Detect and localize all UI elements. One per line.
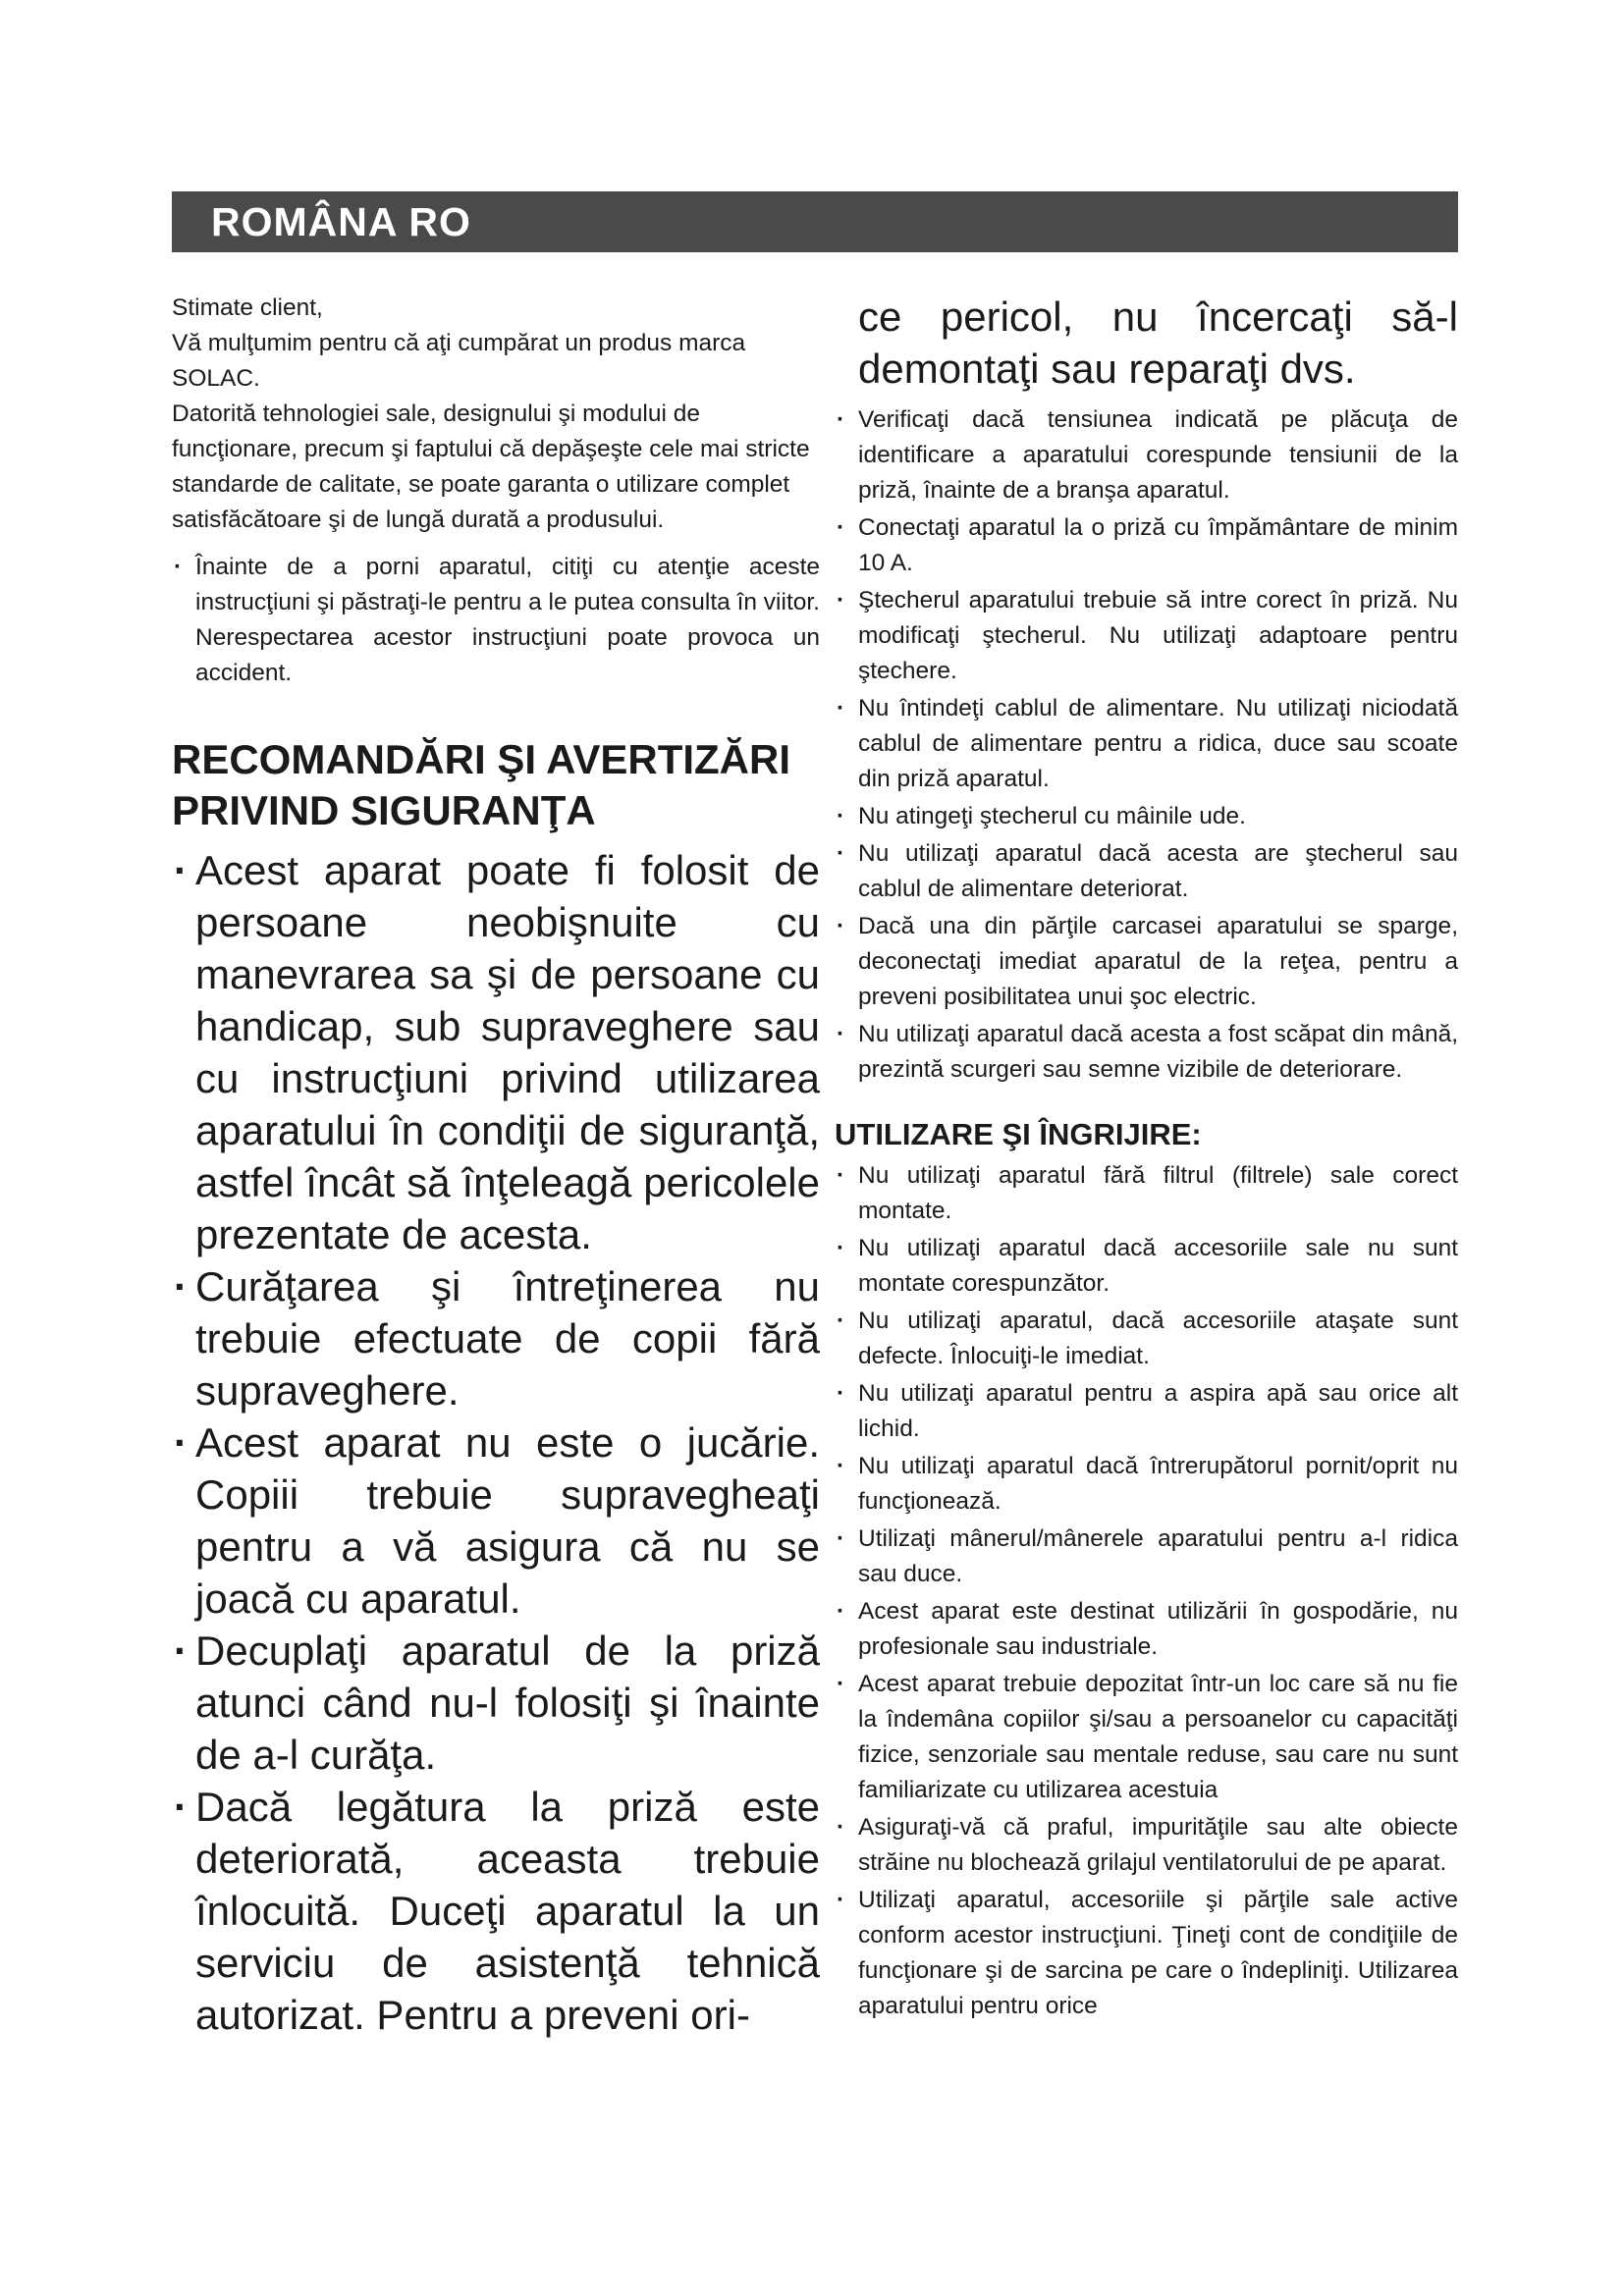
right-column [835,291,1458,2026]
intro-paragraph: Datorită tehnologiei sale, designului şi modului de funcţionare, precum şi faptului că depăşeşte cele mai stricte standarde de calitate, se poate garanta o utilizare complet satisfăcătoare şi de lungă durată a produsului. [172,400,810,533]
usage-bullet: · Acest aparat este destinat utilizării în gospodărie, nu profesionale sau industriale. [835,1594,1458,1665]
safety-bullet: · Decuplaţi aparatul de la priză atunci când nu-l folosiţi şi înainte de a-l curăţa. [172,1625,820,1781]
safety-bullet: · Conectaţi aparatul la o priză cu împământare de minim 10 A. [835,510,1458,581]
usage-bullet: · Utilizaţi mânerul/mânerele aparatului pentru a-l ridica sau duce. [835,1522,1458,1592]
safety-bullet: · Ştecherul aparatului trebuie să intre corect în priză. Nu modificaţi ştecherul. Nu utilizaţi adaptoare pentru ştechere. [835,583,1458,689]
usage-bullet: · Nu utilizaţi aparatul, dacă accesoriile ataşate sunt defecte. Înlocuiţi-le imediat. [835,1304,1458,1374]
left-column [172,291,820,2041]
safety-bullet: · Nu utilizaţi aparatul dacă acesta are ştecherul sau cablul de alimentare deteriorat. [835,836,1458,907]
greeting: Stimate client, [172,294,323,321]
safety-heading: RECOMANDĂRI ŞI AVERTIZĂRI PRIVIND SIGURANŢA [172,736,790,833]
usage-heading: UTILIZARE ŞI ÎNGRIJIRE: [835,1117,1202,1151]
safety-bullet: · Verificaţi dacă tensiunea indicată pe plăcuţa de identificare a aparatului corespunde tensiunii de la priză, înainte de a branşa aparatul. [835,402,1458,508]
safety-bullet: · Nu utilizaţi aparatul dacă acesta a fost scăpat din mână, prezintă scurgeri sau semne vizibile de deteriorare. [835,1017,1458,1088]
safety-bullet: · Nu atingeţi ştecherul cu mâinile ude. [835,799,1458,834]
continued-safety-text: ce pericol, nu încercaţi să-l demontaţi sau reparaţi dvs. [858,294,1458,392]
safety-bullet: · Acest aparat poate fi folosit de persoane neobişnuite cu manevrarea sa şi de persoane cu handicap, sub supraveghere sau cu instrucţiuni privind utilizarea aparatului în condiţii de siguranţă, astfel încât să înţeleagă pericolele prezentate de acesta. [172,844,820,1260]
usage-bullet: · Acest aparat trebuie depozitat într-un loc care să nu fie la îndemâna copiilor şi/sau a persoanelor cu capacităţi fizice, senzoriale sau mentale reduse, sau care nu sunt familiarizate cu utilizarea acestuia [835,1667,1458,1808]
safety-bullet: · Dacă una din părţile carcasei aparatului se sparge, deconectaţi imediat aparatul de la reţea, pentru a preveni posibilitatea unui şoc electric. [835,909,1458,1015]
usage-bullet: · Nu utilizaţi aparatul pentru a aspira apă sau orice alt lichid. [835,1376,1458,1447]
usage-bullet-list [835,1158,1458,2024]
language-header: ROMÂNA RO [172,191,1458,252]
thanks-paragraph: Vă mulţumim pentru că aţi cumpărat un produs marca SOLAC. [172,330,746,392]
intro-bullet: · Înainte de a porni aparatul, citiţi cu atenţie aceste instrucţiuni şi păstraţi-le pentru a le putea consulta în viitor. Nerespectarea acestor instrucţiuni poate provoca un accident. [172,550,820,691]
safety-bullet-list [835,402,1458,1088]
usage-bullet: · Nu utilizaţi aparatul dacă întrerupătorul pornit/oprit nu funcţionează. [835,1449,1458,1520]
safety-bullet: · Curăţarea şi întreţinerea nu trebuie efectuate de copii fără supraveghere. [172,1260,820,1416]
usage-bullet: · Asiguraţi-vă că praful, impurităţile sau alte obiecte străine nu blochează grilajul ventilatorului de pe aparat. [835,1810,1458,1881]
usage-bullet: · Utilizaţi aparatul, accesoriile şi părţile sale active conform acestor instrucţiuni. Ţineţi cont de condiţiile de funcţionare şi de sarcina pe care o îndepliniţi. Utilizarea aparatului pentru orice [835,1883,1458,2024]
usage-bullet: · Nu utilizaţi aparatul fără filtrul (filtrele) sale corect montate. [835,1158,1458,1229]
safety-bullet: · Acest aparat nu este o jucărie. Copiii trebuie supravegheaţi pentru a vă asigura că nu se joacă cu aparatul. [172,1416,820,1625]
usage-bullet: · Nu utilizaţi aparatul dacă accesoriile sale nu sunt montate corespunzător. [835,1231,1458,1302]
safety-bullet: · Dacă legătura la priză este deteriorată, aceasta trebuie înlocuită. Duceţi aparatul la un serviciu de asistenţă tehnică autorizat. Pentru a preveni ori- [172,1781,820,2041]
safety-bullet: · Nu întindeţi cablul de alimentare. Nu utilizaţi niciodată cablul de alimentare pentru a ridica, duce sau scoate din priză aparatul. [835,691,1458,797]
